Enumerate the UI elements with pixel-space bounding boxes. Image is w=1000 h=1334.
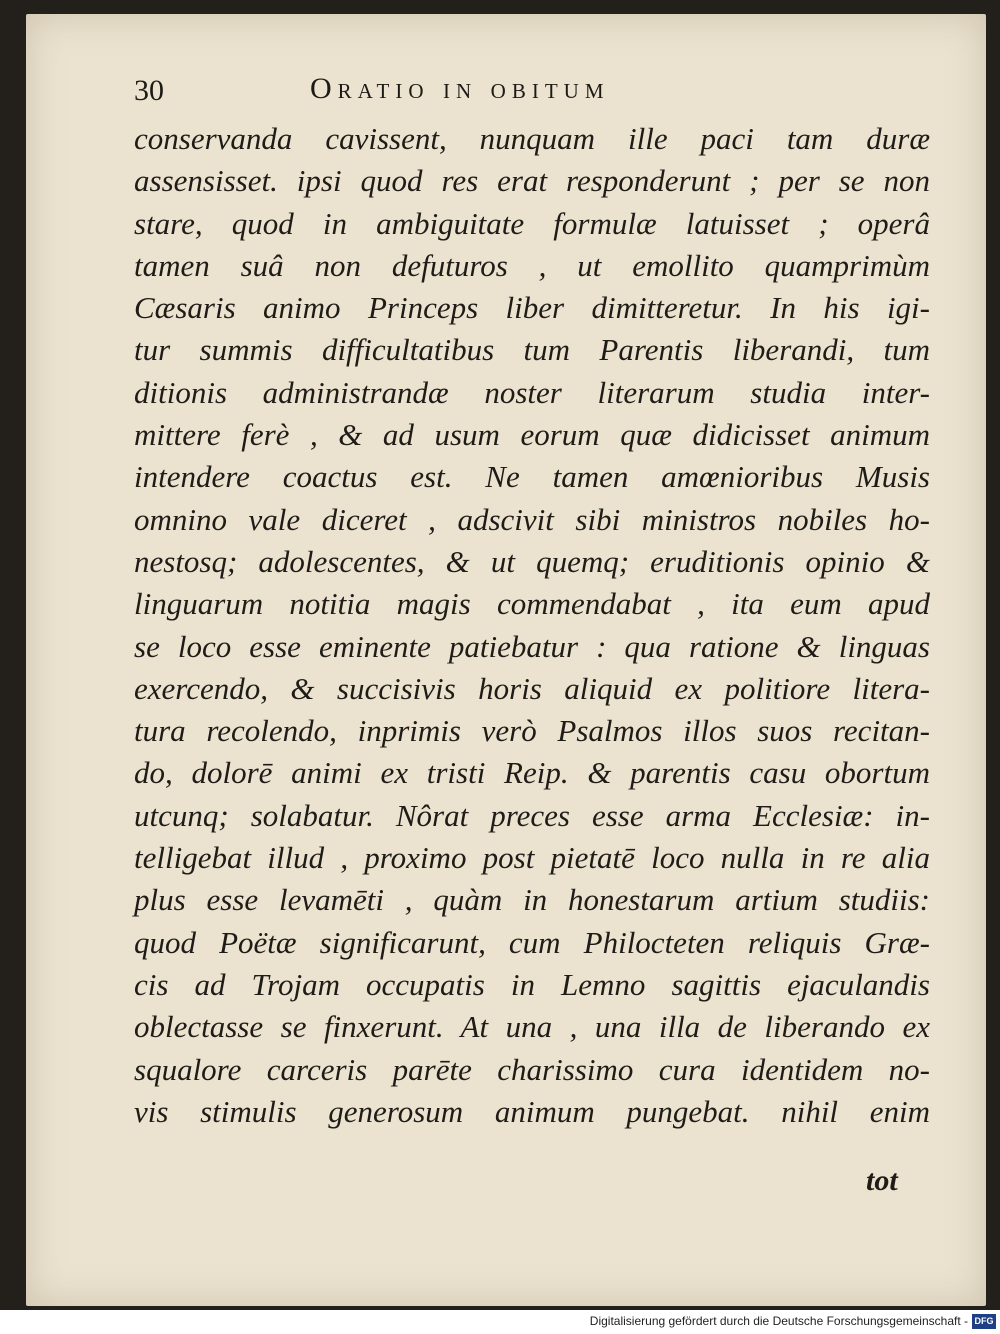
page-number: 30 (134, 74, 164, 107)
text-line: tura recolendo, inprimis verò Psalmos illos suos recitan- (134, 713, 930, 749)
text-line: telligebat illud , proximo post pietatē loco nulla in re alia (134, 840, 930, 876)
text-line: stare, quod in ambiguitate formulæ latuisset ; operâ (134, 205, 930, 241)
text-line: omnino vale diceret , adscivit sibi ministros nobiles ho- (134, 501, 930, 537)
dfg-logo: DFG (972, 1314, 996, 1329)
text-line: do, dolorē animi ex tristi Reip. & parentis casu obortum (134, 755, 930, 791)
text-line: squalore carceris parēte charissimo cura identidem no- (134, 1051, 930, 1087)
text-line: exercendo, & succisivis horis aliquid ex politiore litera- (134, 670, 930, 706)
text-line: nestosq; adolescentes, & ut quemq; eruditionis opinio & (134, 543, 930, 579)
text-line: tamen suâ non defuturos , ut emollito quamprimùm (134, 247, 930, 283)
text-line: oblectasse se finxerunt. At una , una illa de liberando ex (134, 1009, 930, 1045)
text-line: assensisset. ipsi quod res erat responderunt ; per se non (134, 163, 930, 199)
text-line: se loco esse eminente patiebatur : qua ratione & linguas (134, 628, 930, 664)
book-page (26, 14, 986, 1306)
text-line: utcunq; solabatur. Nôrat preces esse arma Ecclesiæ: in- (134, 797, 930, 833)
text-line: mittere ferè , & ad usum eorum quæ didicisset animum (134, 417, 930, 453)
footer-credit: Digitalisierung gefördert durch die Deutsche Forschungsgemeinschaft - (589, 1314, 968, 1328)
footer-bar (0, 1310, 1000, 1334)
text-line: cis ad Trojam occupatis in Lemno sagittis ejaculandis (134, 966, 930, 1002)
body-text (134, 118, 930, 1133)
text-line: intendere coactus est. Ne tamen amœnioribus Musis (134, 459, 930, 495)
header-title: Oratio in obitum (310, 72, 610, 105)
text-line: plus esse levamēti , quàm in honestarum artium studiis: (134, 882, 930, 918)
text-line: conservanda cavissent, nunquam ille paci tam duræ (134, 121, 930, 156)
text-line: Cæsaris animo Princeps liber dimitteretur. In his igi- (134, 290, 930, 326)
text-line: tur summis difficultatibus tum Parentis liberandi, tum (134, 332, 930, 368)
catchword: tot (866, 1164, 898, 1197)
running-head (134, 66, 894, 110)
text-line: ditionis administrandæ noster literarum studia inter- (134, 374, 930, 410)
text-line: linguarum notitia magis commendabat , ita eum apud (134, 586, 930, 622)
text-line: quod Poëtæ significarunt, cum Philocteten reliquis Græ- (134, 924, 930, 960)
text-line: vis stimulis generosum animum pungebat. nihil enim (134, 1093, 930, 1129)
